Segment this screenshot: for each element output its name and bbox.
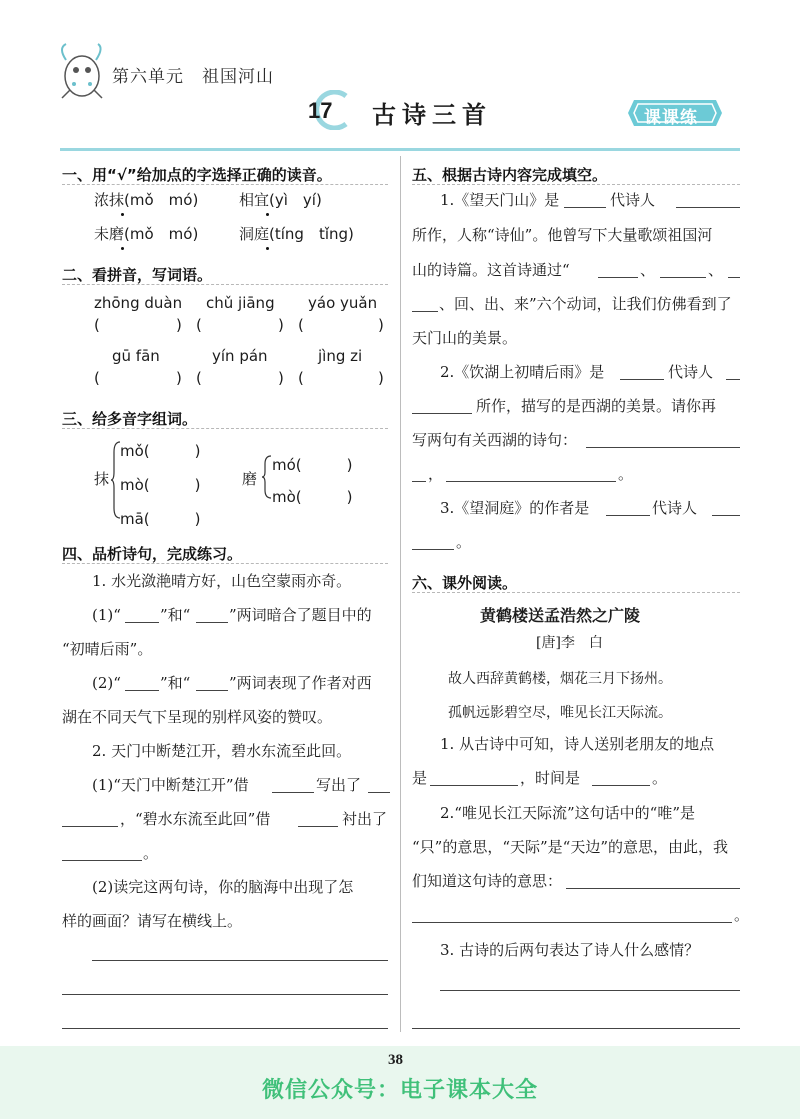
poem-author: [唐]李 白 xyxy=(536,635,603,651)
s4-q1-2-a: (2)“ xyxy=(92,674,121,692)
section-divider xyxy=(412,184,740,185)
answer-paren-close: ) xyxy=(378,316,384,334)
answer-blank xyxy=(62,860,142,861)
answer-line xyxy=(62,994,388,995)
s4-q2-1-c: ，“碧水东流至此回”借 xyxy=(120,810,271,828)
s5-q2-a: 2.《饮湖上初晴后雨》是 xyxy=(440,363,605,381)
mascot-icon xyxy=(52,40,110,102)
s5-q3-b: 代诗人 xyxy=(652,499,698,517)
answer-blank xyxy=(726,379,740,380)
polyphone-char-2: 磨 xyxy=(242,470,258,488)
s5-q2-c: 所作，描写的是西湖的美景。请你再 xyxy=(476,397,717,415)
s6-q2-c: 们知道这句诗的意思： xyxy=(412,872,563,890)
s4-q1-2-b: ”和“ xyxy=(160,674,191,692)
answer-blank xyxy=(272,792,314,793)
poem-line-1: 故人西辞黄鹤楼，烟花三月下扬州。 xyxy=(448,671,672,687)
s5-q1-b: 代诗人 xyxy=(610,191,656,209)
section-1-title: 一、用“√”给加点的字选择正确的读音。 xyxy=(62,166,332,184)
section-divider xyxy=(62,563,388,564)
s4-q1-1-b: ”和“ xyxy=(160,606,191,624)
emphasis-dot xyxy=(121,247,124,250)
answer-paren-close: ) xyxy=(278,316,284,334)
answer-paren-open: ( xyxy=(298,369,304,387)
answer-line xyxy=(92,960,388,961)
s4-q1-1-c: ”两词暗合了题目中的 xyxy=(229,606,372,624)
s4-q2-2-a: (2)读完这两句诗，你的脑海中出现了怎 xyxy=(92,878,354,896)
s5-q2-f: 。 xyxy=(618,465,634,483)
pinyin-1: zhōng duàn xyxy=(94,294,183,312)
answer-blank xyxy=(196,622,228,623)
s6-q2-b: “只”的意思，“天际”是“天边”的意思，由此，我 xyxy=(412,838,729,856)
poem-line-2: 孤帆远影碧空尽，唯见长江天际流。 xyxy=(448,705,672,721)
section-6-title: 六、课外阅读。 xyxy=(412,574,518,592)
answer-blank xyxy=(660,277,706,278)
wechat-watermark: 微信公众号：电子课本大全 xyxy=(262,1078,539,1103)
answer-blank xyxy=(620,379,664,380)
pinyin-3: yáo yuǎn xyxy=(308,294,378,312)
answer-blank xyxy=(412,549,454,550)
section-divider xyxy=(62,284,388,285)
s4-q1-2-d: 湖在不同天气下呈现的别样风姿的赞叹。 xyxy=(62,708,333,726)
s5-q2-d: 写两句有关西湖的诗句： xyxy=(412,431,578,449)
answer-blank xyxy=(586,447,740,448)
s6-q1-c: ，时间是 xyxy=(520,769,581,787)
answer-blank xyxy=(125,690,159,691)
answer-blank xyxy=(606,515,650,516)
section-5-title: 五、根据古诗内容完成填空。 xyxy=(412,166,608,184)
reading-2: mò( ) xyxy=(120,476,201,494)
answer-paren-close: ) xyxy=(176,369,182,387)
answer-paren-open: ( xyxy=(94,316,100,334)
pinyin-4: gū fān xyxy=(112,347,160,365)
s4-q2-1-b: 写出了 xyxy=(316,776,362,794)
poem-line: 1. 水光潋滟晴方好，山色空蒙雨亦奇。 xyxy=(92,572,352,590)
answer-paren-close: ) xyxy=(278,369,284,387)
section-4-title: 四、品析诗句，完成练习。 xyxy=(62,545,243,563)
s1-item-4: 洞庭(tíng tǐng) xyxy=(239,225,354,243)
s4-q2-1-e: 。 xyxy=(143,844,159,862)
answer-blank xyxy=(430,785,518,786)
pinyin-2: chǔ jiāng xyxy=(206,294,275,312)
answer-blank xyxy=(566,888,740,889)
section-2-title: 二、看拼音，写词语。 xyxy=(62,266,213,284)
answer-blank xyxy=(412,922,732,923)
answer-paren-open: ( xyxy=(196,316,202,334)
s5-q1-g: 、回、出、来”六个动词，让我们仿佛看到了 xyxy=(439,295,732,313)
s5-q1-d: 山的诗篇。这首诗通过“ xyxy=(412,261,570,279)
s1-item-3: 未磨(mǒ mó) xyxy=(94,225,199,243)
poem-title: 黄鹤楼送孟浩然之广陵 xyxy=(480,606,641,625)
answer-blank xyxy=(446,481,616,482)
s4-q1-1-a: (1)“ xyxy=(92,606,121,624)
answer-blank xyxy=(412,311,438,312)
answer-blank xyxy=(125,622,159,623)
s5-q1-c: 所作，人称“诗仙”。他曾写下大量歌颂祖国河 xyxy=(412,226,713,244)
s6-q1-d: 。 xyxy=(652,769,668,787)
brace-icon xyxy=(262,454,272,500)
pinyin-6: jìng zi xyxy=(318,347,363,365)
section-divider xyxy=(62,184,388,185)
s5-q1-e: 、 xyxy=(640,261,656,279)
s4-q1-2-c: ”两词表现了作者对西 xyxy=(229,674,372,692)
answer-line xyxy=(440,990,740,991)
emphasis-dot xyxy=(266,247,269,250)
answer-blank xyxy=(712,515,740,516)
header-rule xyxy=(60,148,740,151)
s4-q2-1-d: 衬出了 xyxy=(342,810,388,828)
answer-blank xyxy=(298,826,338,827)
s1-item-2: 相宜(yì yí) xyxy=(239,191,322,209)
answer-line xyxy=(62,1028,388,1029)
s5-q1-a: 1.《望天门山》是 xyxy=(440,191,560,209)
s5-q2-b: 代诗人 xyxy=(668,363,714,381)
answer-blank xyxy=(676,207,740,208)
answer-paren-open: ( xyxy=(94,369,100,387)
s6-q1-a: 1. 从古诗中可知，诗人送别老朋友的地点 xyxy=(440,735,715,753)
answer-blank xyxy=(196,690,228,691)
page-number: 38 xyxy=(388,1052,403,1068)
s4-q1-1-d: “初晴后雨”。 xyxy=(62,640,153,658)
reading-5: mò( ) xyxy=(272,488,353,506)
answer-blank xyxy=(592,785,650,786)
answer-blank xyxy=(564,207,606,208)
answer-paren-close: ) xyxy=(378,369,384,387)
section-divider xyxy=(62,428,388,429)
answer-blank xyxy=(598,277,638,278)
badge-label: 课课练 xyxy=(644,108,698,128)
s6-q1-b: 是 xyxy=(412,769,428,787)
answer-paren-open: ( xyxy=(196,369,202,387)
column-divider xyxy=(400,156,401,1032)
section-3-title: 三、给多音字组词。 xyxy=(62,410,198,428)
s5-q3-c: 。 xyxy=(456,533,472,551)
s5-q1-h: 天门山的美景。 xyxy=(412,329,518,347)
s1-item-1: 浓抹(mǒ mó) xyxy=(94,191,199,209)
s6-q3: 3. 古诗的后两句表达了诗人什么感情？ xyxy=(440,941,700,959)
lesson-number: 17 xyxy=(308,98,333,123)
s4-q2-2-b: 样的画面？请写在横线上。 xyxy=(62,912,243,930)
answer-line xyxy=(412,1028,740,1029)
answer-blank xyxy=(412,413,472,414)
pinyin-5: yín pán xyxy=(212,347,268,365)
answer-paren-open: ( xyxy=(298,316,304,334)
reading-4: mó( ) xyxy=(272,456,353,474)
answer-blank xyxy=(368,792,390,793)
reading-3: mā( ) xyxy=(120,510,201,528)
s5-q2-e: ， xyxy=(428,465,444,483)
s5-q1-f: 、 xyxy=(708,261,724,279)
poem-line: 2. 天门中断楚江开，碧水东流至此回。 xyxy=(92,742,352,760)
reading-1: mǒ( ) xyxy=(120,442,201,460)
emphasis-dot xyxy=(121,213,124,216)
s6-q2-d: 。 xyxy=(734,906,750,924)
unit-title: 第六单元 祖国河山 xyxy=(112,67,274,87)
emphasis-dot xyxy=(266,213,269,216)
section-divider xyxy=(412,592,740,593)
s4-q2-1-a: (1)“天门中断楚江开”借 xyxy=(92,776,249,794)
answer-blank xyxy=(728,277,740,278)
answer-blank xyxy=(412,481,426,482)
polyphone-char-1: 抹 xyxy=(94,470,110,488)
answer-paren-close: ) xyxy=(176,316,182,334)
answer-blank xyxy=(62,826,118,827)
s5-q3-a: 3.《望洞庭》的作者是 xyxy=(440,499,590,517)
s6-q2-a: 2.“唯见长江天际流”这句话中的“唯”是 xyxy=(440,804,695,822)
lesson-title: 古诗三首 xyxy=(372,101,492,129)
